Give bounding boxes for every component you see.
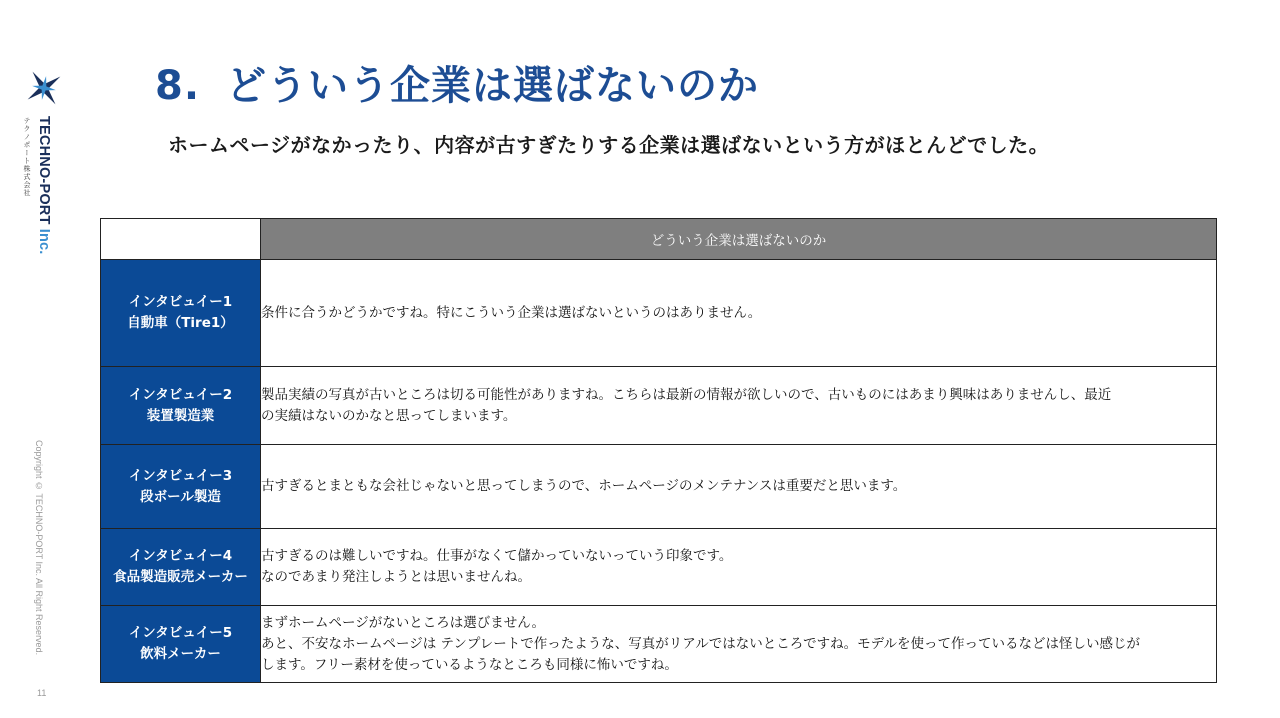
interviewee-label	[101, 529, 261, 606]
slide-title	[155, 54, 759, 111]
answer-line: 古すぎるのは難しいですね。仕事がなくて儲かっていないっていう印象です。	[261, 548, 733, 564]
answer-cell	[261, 445, 1217, 529]
interviewee-label	[101, 367, 261, 445]
slide-subtitle: ホームページがなかったり、内容が古すぎたりする企業は選ばないという方がほとんどでした。	[168, 133, 1050, 157]
brand-name	[36, 116, 52, 255]
slide-title-text: どういう企業は選ばないのか	[226, 63, 760, 109]
table-corner-cell	[101, 219, 261, 260]
interviewee-name: インタビュイー4	[128, 548, 233, 564]
answer-cell	[261, 606, 1217, 683]
interviewee-name: インタビュイー5	[128, 625, 233, 641]
table-row	[101, 445, 1217, 529]
brand-name-kana: テクノポート株式会社	[23, 117, 31, 197]
table-row	[101, 367, 1217, 445]
interview-table	[100, 218, 1217, 683]
answer-cell	[261, 367, 1217, 445]
table-header: どういう企業は選ばないのか	[261, 219, 1217, 260]
table-row	[101, 606, 1217, 683]
interviewee-label	[101, 260, 261, 367]
interviewee-label	[101, 445, 261, 529]
answer-cell	[261, 260, 1217, 367]
interviewee-industry: 段ボール製造	[140, 488, 221, 505]
answer-line: 条件に合うかどうかですね。特にこういう企業は選ばないというのはありません。	[261, 304, 762, 321]
table-row	[101, 529, 1217, 606]
copyright-notice: Copyright © TECHNO-PORT Inc. All Right Reserved.	[34, 440, 44, 656]
section-number: 8.	[155, 63, 201, 109]
table-row	[101, 260, 1217, 367]
interviewee-name: インタビュイー3	[128, 467, 233, 484]
answer-line: します。フリー素材を使っているようなところも同様に怖いですね。	[261, 656, 678, 673]
page-number: 11	[37, 688, 47, 698]
answer-line: 製品実績の写真が古いところは切る可能性がありますね。こちらは最新の情報が欲しいので、古いものにはあまり興味はありませんし、最近	[261, 386, 1112, 403]
interviewee-industry: 自動車（Tire1）	[127, 315, 234, 331]
answer-line: まずホームページがないところは選びません。	[261, 614, 546, 631]
brand-name-main: TECHNO-PORT	[36, 116, 52, 225]
answer-line: 古すぎるとまともな会社じゃないと思ってしまうので、ホームページのメンテナンスは重要だと思います。	[261, 478, 907, 494]
answer-line: あと、不安なホームページは テンプレートで作ったような、写真がリアルではないところですね。モデルを使って作っているなどは怪しい感じが	[261, 635, 1140, 652]
interviewee-industry: 食品製造販売メーカー	[113, 569, 248, 585]
interviewee-name: インタビュイー2	[128, 386, 233, 403]
answer-line: なのであまり発注しようとは思いませんね。	[261, 569, 531, 585]
interviewee-name: インタビュイー1	[128, 294, 233, 310]
interviewee-industry: 装置製造業	[146, 407, 215, 424]
interviewee-industry: 飲料メーカー	[140, 646, 221, 662]
interviewee-label	[101, 606, 261, 683]
answer-line: の実績はないのかなと思ってしまいます。	[261, 407, 517, 424]
table-header-row	[101, 219, 1217, 260]
brand-name-suffix: Inc.	[36, 224, 52, 255]
answer-cell	[261, 529, 1217, 606]
star-compass-logo-icon	[22, 66, 66, 110]
